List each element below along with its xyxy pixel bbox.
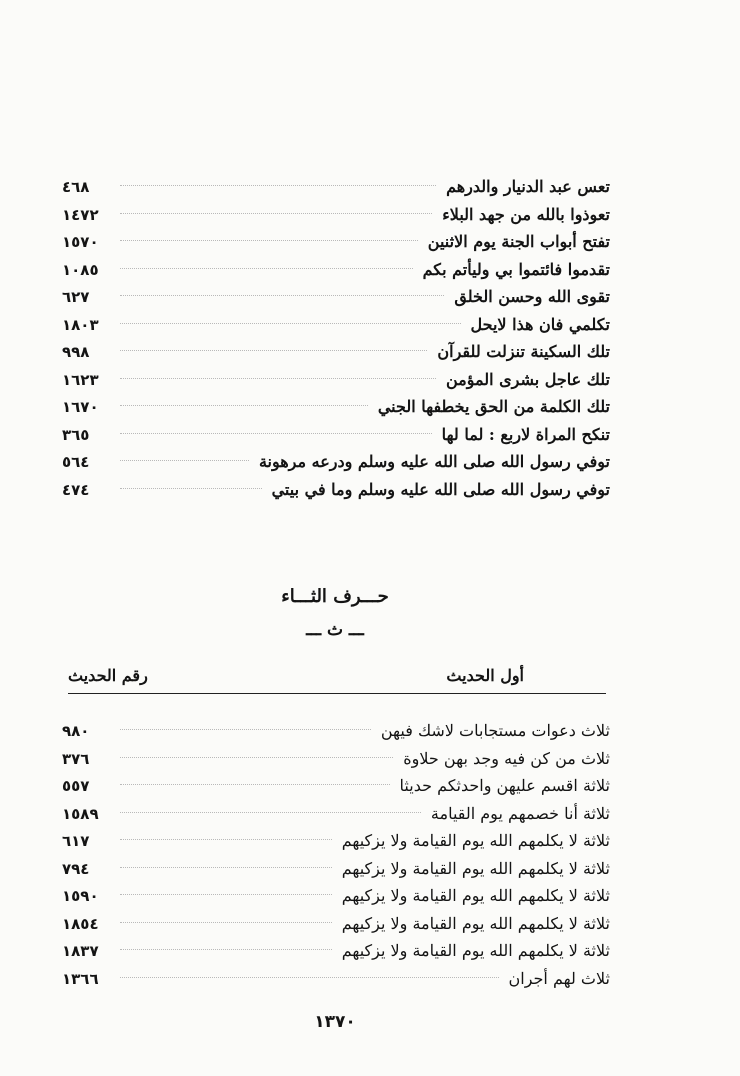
hadith-opening: ثلاثة لا يكلمهم الله يوم القيامة ولا يزكيهم <box>341 831 610 850</box>
index-row <box>62 772 610 800</box>
hadith-number: ٤٦٨ <box>62 178 90 196</box>
index-row <box>62 882 610 910</box>
index-row <box>62 366 610 394</box>
index-row <box>62 393 610 421</box>
leader-dots <box>120 460 249 461</box>
index-row <box>62 448 610 476</box>
leader-dots <box>120 784 390 785</box>
leader-dots <box>120 295 444 296</box>
hadith-number: ٣٧٦ <box>62 749 90 768</box>
hadith-number: ٩٩٨ <box>62 343 90 361</box>
hadith-number: ٦٢٧ <box>62 288 90 306</box>
index-row <box>62 827 610 855</box>
hadith-opening: تعوذوا بالله من جهد البلاء <box>442 204 610 224</box>
leader-dots <box>120 350 427 351</box>
leader-dots <box>120 729 371 730</box>
hadith-number: ١٣٦٦ <box>62 969 99 988</box>
hadith-number: ٤٧٤ <box>62 480 90 499</box>
page-number: ١٣٧٠ <box>314 1012 356 1032</box>
header-divider <box>68 693 606 694</box>
hadith-number: ١٤٧٢ <box>62 205 99 224</box>
hadith-opening: تقدموا فائتموا بي وليأتم بكم <box>422 259 610 279</box>
hadith-opening: تفتح أبواب الجنة يوم الاثنين <box>427 232 610 251</box>
index-row <box>62 965 610 993</box>
hadith-index-list-tha <box>62 717 610 992</box>
hadith-opening: ثلاثة لا يكلمهم الله يوم القيامة ولا يزكيهم <box>341 941 610 960</box>
leader-dots <box>120 433 432 434</box>
hadith-opening: ثلاث من كن فيه وجد بهن حلاوة <box>403 748 610 768</box>
hadith-opening: ثلاث لهم أجران <box>508 968 610 988</box>
column-header-hadith: أول الحديث <box>446 666 524 685</box>
hadith-number: ١٨٥٤ <box>62 914 99 933</box>
leader-dots <box>120 240 418 241</box>
section-heading: حـــرف الثـــاء <box>281 586 389 607</box>
hadith-opening: توفي رسول الله صلى الله عليه وسلم وما في بيتي <box>271 479 610 499</box>
hadith-number: ٣٦٥ <box>62 425 90 444</box>
hadith-opening: تلك عاجل بشرى المؤمن <box>445 369 610 389</box>
index-row <box>62 476 610 504</box>
hadith-opening: ثلاثة أنا خصمهم يوم القيامة <box>430 803 610 823</box>
hadith-number: ٥٥٧ <box>62 777 90 795</box>
index-row <box>62 855 610 883</box>
hadith-number: ٥٦٤ <box>62 453 90 471</box>
hadith-opening: تنكح المراة لاربع : لما لها <box>441 424 610 444</box>
hadith-number: ٩٨٠ <box>62 722 90 740</box>
hadith-number: ٦١٧ <box>62 832 90 850</box>
index-row <box>62 311 610 339</box>
hadith-opening: تعس عبد الدنيار والدرهم <box>446 177 610 196</box>
hadith-opening: توفي رسول الله صلى الله عليه وسلم ودرعه مرهونة <box>258 452 610 471</box>
section-letter: ـــ ث ـــ <box>306 620 364 640</box>
leader-dots <box>120 268 413 269</box>
hadith-opening: ثلاثة اقسم عليهن واحدثكم حديثا <box>399 776 610 795</box>
leader-dots <box>120 405 368 406</box>
hadith-number: ١٨٣٧ <box>62 942 99 960</box>
leader-dots <box>120 213 432 214</box>
hadith-number: ٧٩٤ <box>62 859 90 878</box>
leader-dots <box>120 867 332 868</box>
index-row <box>62 421 610 449</box>
leader-dots <box>120 378 436 379</box>
leader-dots <box>120 757 393 758</box>
leader-dots <box>120 949 332 950</box>
leader-dots <box>120 894 332 895</box>
leader-dots <box>120 922 332 923</box>
hadith-opening: تقوى الله وحسن الخلق <box>454 287 610 306</box>
hadith-opening: ثلاثة لا يكلمهم الله يوم القيامة ولا يزكيهم <box>341 886 610 905</box>
hadith-number: ١٥٧٠ <box>62 233 99 251</box>
index-row <box>62 717 610 745</box>
leader-dots <box>120 977 499 978</box>
index-row <box>62 201 610 229</box>
hadith-opening: ثلاثة لا يكلمهم الله يوم القيامة ولا يزكيهم <box>341 858 610 878</box>
hadith-number: ١٦٧٠ <box>62 398 99 416</box>
leader-dots <box>120 488 262 489</box>
leader-dots <box>120 812 421 813</box>
hadith-opening: تلك السكينة تنزلت للقرآن <box>437 342 610 361</box>
index-row <box>62 910 610 938</box>
index-row <box>62 745 610 773</box>
hadith-number: ١٥٨٩ <box>62 804 99 823</box>
index-row <box>62 283 610 311</box>
index-row <box>62 800 610 828</box>
hadith-opening: تكلمي فان هذا لايحل <box>470 314 610 334</box>
index-row <box>62 173 610 201</box>
leader-dots <box>120 323 461 324</box>
index-row <box>62 256 610 284</box>
hadith-number: ١٦٢٣ <box>62 370 99 389</box>
column-headers <box>68 666 606 692</box>
index-row <box>62 937 610 965</box>
hadith-number: ١٥٩٠ <box>62 887 99 905</box>
index-row <box>62 338 610 366</box>
hadith-number: ١٨٠٣ <box>62 315 99 334</box>
leader-dots <box>120 839 332 840</box>
hadith-opening: تلك الكلمة من الحق يخطفها الجني <box>377 397 610 416</box>
hadith-opening: ثلاثة لا يكلمهم الله يوم القيامة ولا يزكيهم <box>341 913 610 933</box>
index-row <box>62 228 610 256</box>
column-header-number: رقم الحديث <box>68 666 148 685</box>
hadith-opening: ثلاث دعوات مستجابات لاشك فيهن <box>380 721 610 740</box>
hadith-number: ١٠٨٥ <box>62 260 99 279</box>
leader-dots <box>120 185 436 186</box>
hadith-index-list-ta <box>62 173 610 503</box>
